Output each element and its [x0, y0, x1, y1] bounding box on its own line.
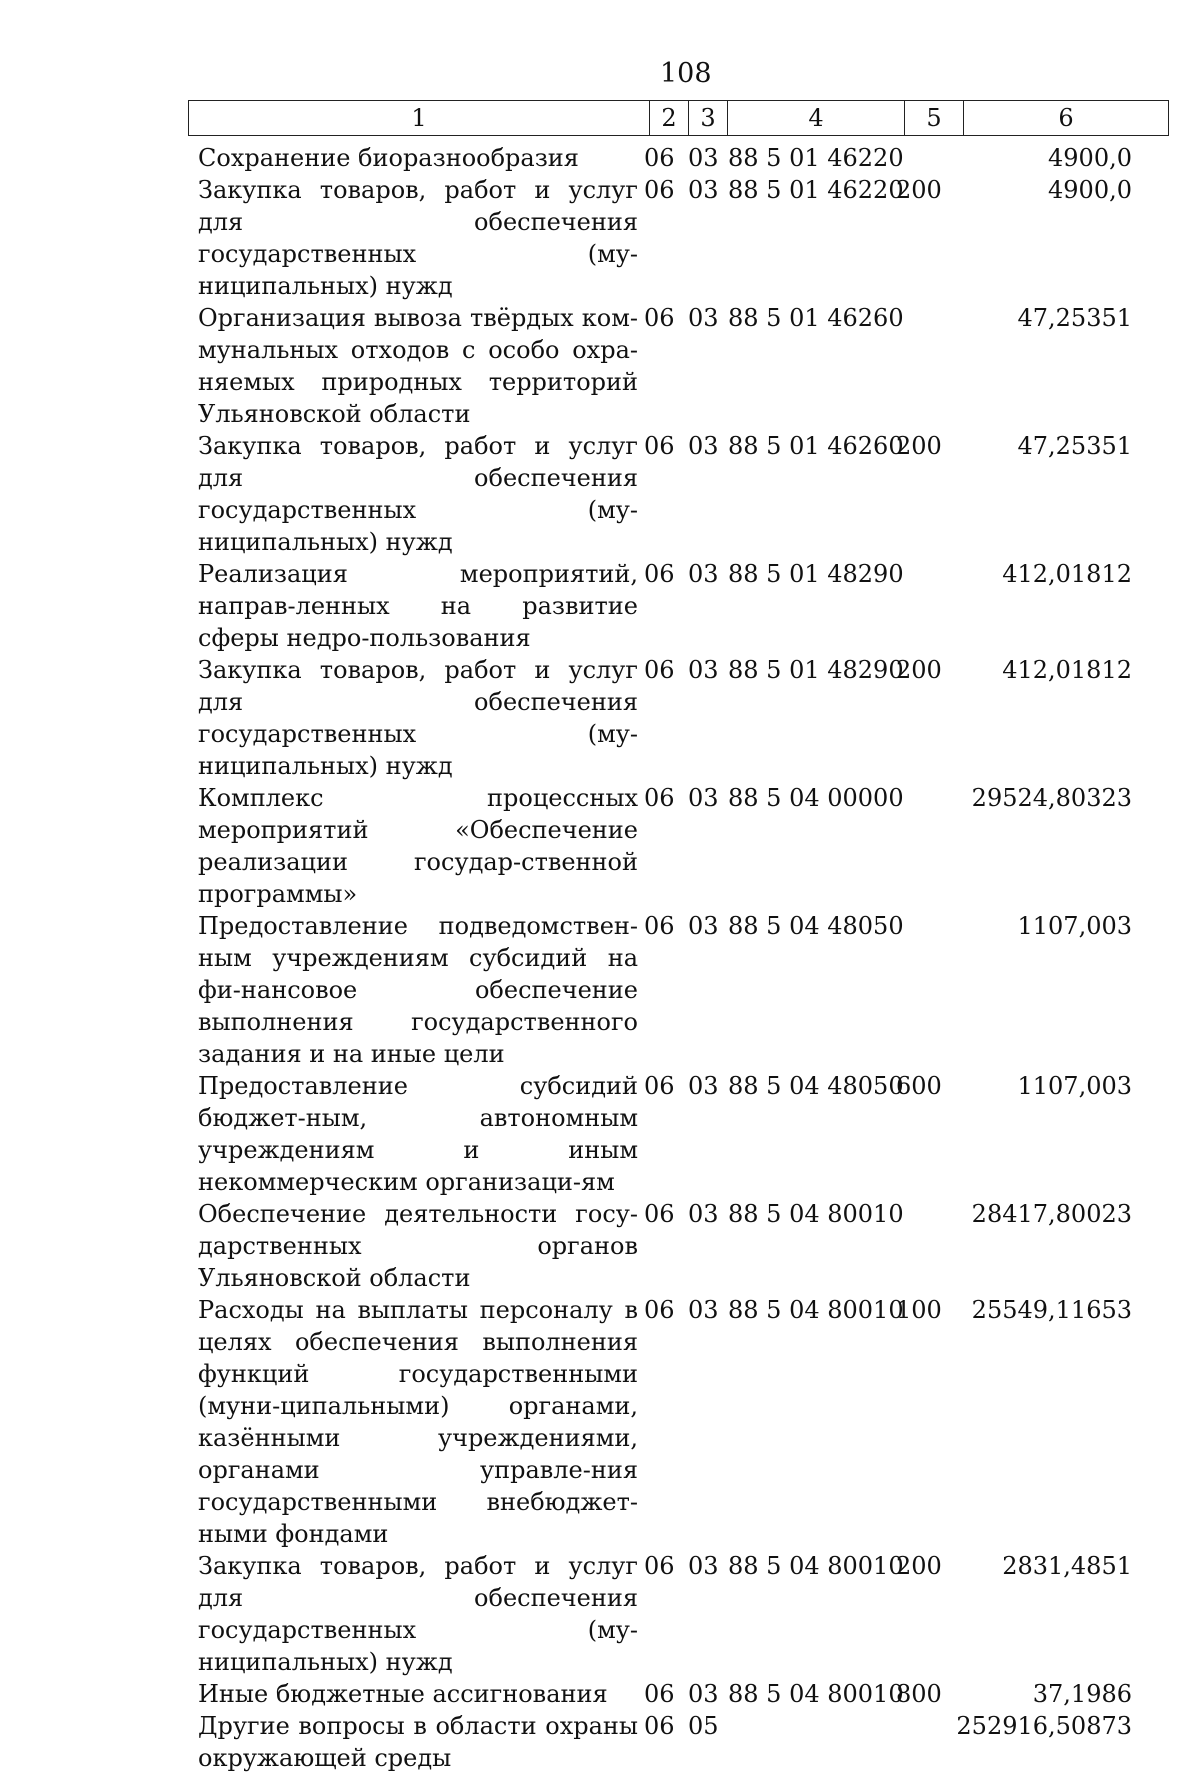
row-amount: 4900,0 — [1048, 176, 1132, 204]
row-subsection: 03 — [688, 912, 719, 940]
row-subsection: 03 — [688, 1072, 719, 1100]
row-target-code: 88 5 04 80010 — [728, 1680, 904, 1708]
row-target-code: 88 5 04 48050 — [728, 1072, 904, 1100]
table-row — [198, 1550, 1188, 1678]
row-expense-type: 600 — [896, 1072, 942, 1100]
row-amount: 47,25351 — [1017, 432, 1132, 460]
row-section: 06 — [644, 1296, 675, 1324]
row-subsection: 03 — [688, 304, 719, 332]
row-amount: 28417,80023 — [971, 1200, 1132, 1228]
row-subsection: 03 — [688, 560, 719, 588]
table-row — [198, 1678, 1188, 1710]
row-subsection: 03 — [688, 784, 719, 812]
table-row — [198, 302, 1188, 430]
row-section: 06 — [644, 304, 675, 332]
table-row — [198, 654, 1188, 782]
row-expense-type: 200 — [896, 176, 942, 204]
row-section: 06 — [644, 1712, 675, 1740]
row-name: Сохранение биоразнообразия — [198, 144, 579, 172]
table-row — [198, 1070, 1188, 1198]
page-number: 108 — [660, 58, 712, 89]
table-row — [198, 1710, 1188, 1774]
row-expense-type: 100 — [896, 1296, 942, 1324]
row-name: Другие вопросы в области охраны окружающей среды — [198, 1712, 638, 1772]
row-subsection: 03 — [688, 176, 719, 204]
row-section: 06 — [644, 912, 675, 940]
header-col-5: 5 — [905, 101, 964, 136]
table-row — [198, 910, 1188, 1070]
row-amount: 1107,003 — [1017, 912, 1132, 940]
row-target-code: 88 5 04 48050 — [728, 912, 904, 940]
row-target-code: 88 5 01 46220 — [728, 144, 904, 172]
row-subsection: 03 — [688, 1552, 719, 1580]
row-name: Предоставление подведомствен-ным учреждениям субсидий на фи-нансовое обеспечение выполнения государственного задания и на иные цели — [198, 912, 638, 1068]
row-name: Реализация мероприятий, направ-ленных на развитие сферы недро-пользования — [198, 560, 638, 652]
row-section: 06 — [644, 176, 675, 204]
row-section: 06 — [644, 560, 675, 588]
row-section: 06 — [644, 784, 675, 812]
row-amount: 29524,80323 — [971, 784, 1132, 812]
row-amount: 4900,0 — [1048, 144, 1132, 172]
row-subsection: 03 — [688, 1200, 719, 1228]
row-expense-type: 200 — [896, 1552, 942, 1580]
row-name: Предоставление субсидий бюджет-ным, автономным учреждениям и иным некоммерческим организаци-ям — [198, 1072, 638, 1196]
row-subsection: 03 — [688, 432, 719, 460]
row-amount: 2831,4851 — [1002, 1552, 1132, 1580]
row-section: 06 — [644, 432, 675, 460]
row-name: Закупка товаров, работ и услуг для обеспечения государственных (му-ниципальных) нужд — [198, 432, 638, 556]
table-row — [198, 558, 1188, 654]
row-name: Закупка товаров, работ и услуг для обеспечения государственных (му-ниципальных) нужд — [198, 176, 638, 300]
table-body — [198, 142, 1188, 1774]
row-subsection: 03 — [688, 1296, 719, 1324]
row-name: Иные бюджетные ассигнования — [198, 1680, 608, 1708]
header-col-6: 6 — [964, 101, 1169, 136]
row-target-code: 88 5 04 80010 — [728, 1200, 904, 1228]
table-row — [198, 174, 1188, 302]
header-col-3: 3 — [689, 101, 728, 136]
row-target-code: 88 5 01 46260 — [728, 432, 904, 460]
row-amount: 252916,50873 — [956, 1712, 1132, 1740]
row-name: Закупка товаров, работ и услуг для обеспечения государственных (му-ниципальных) нужд — [198, 1552, 638, 1676]
table-row — [198, 430, 1188, 558]
table-header — [188, 100, 1169, 136]
row-section: 06 — [644, 1552, 675, 1580]
row-section: 06 — [644, 1072, 675, 1100]
row-expense-type: 800 — [896, 1680, 942, 1708]
row-amount: 37,1986 — [1032, 1680, 1132, 1708]
row-target-code: 88 5 01 48290 — [728, 656, 904, 684]
row-subsection: 05 — [688, 1712, 719, 1740]
row-subsection: 03 — [688, 144, 719, 172]
table-row — [198, 1198, 1188, 1294]
row-target-code: 88 5 04 80010 — [728, 1552, 904, 1580]
row-expense-type: 200 — [896, 432, 942, 460]
row-name: Организация вывоза твёрдых ком-мунальных отходов с особо охра-няемых природных территорий Ульяновской области — [198, 304, 638, 428]
row-name: Комплекс процессных мероприятий «Обеспечение реализации государ-ственной программы» — [198, 784, 638, 908]
header-col-1: 1 — [189, 101, 650, 136]
table-row — [198, 782, 1188, 910]
header-col-4: 4 — [728, 101, 905, 136]
header-col-2: 2 — [650, 101, 689, 136]
table-row — [198, 142, 1188, 174]
row-amount: 412,01812 — [1002, 560, 1132, 588]
row-section: 06 — [644, 1680, 675, 1708]
row-target-code: 88 5 04 00000 — [728, 784, 904, 812]
row-target-code: 88 5 01 48290 — [728, 560, 904, 588]
row-subsection: 03 — [688, 656, 719, 684]
row-section: 06 — [644, 656, 675, 684]
row-target-code: 88 5 01 46260 — [728, 304, 904, 332]
row-name: Обеспечение деятельности госу-дарственных органов Ульяновской области — [198, 1200, 638, 1292]
table-row — [198, 1294, 1188, 1550]
row-expense-type: 200 — [896, 656, 942, 684]
row-name: Расходы на выплаты персоналу в целях обеспечения выполнения функций государственными (муни-ципальными) органами, казёнными учреждениями, органами управле-ния государственными внебюджет-ными фондами — [198, 1296, 638, 1548]
row-amount: 412,01812 — [1002, 656, 1132, 684]
row-section: 06 — [644, 1200, 675, 1228]
row-name: Закупка товаров, работ и услуг для обеспечения государственных (му-ниципальных) нужд — [198, 656, 638, 780]
row-target-code: 88 5 01 46220 — [728, 176, 904, 204]
row-subsection: 03 — [688, 1680, 719, 1708]
row-amount: 47,25351 — [1017, 304, 1132, 332]
row-section: 06 — [644, 144, 675, 172]
row-amount: 25549,11653 — [971, 1296, 1132, 1324]
row-amount: 1107,003 — [1017, 1072, 1132, 1100]
row-target-code: 88 5 04 80010 — [728, 1296, 904, 1324]
